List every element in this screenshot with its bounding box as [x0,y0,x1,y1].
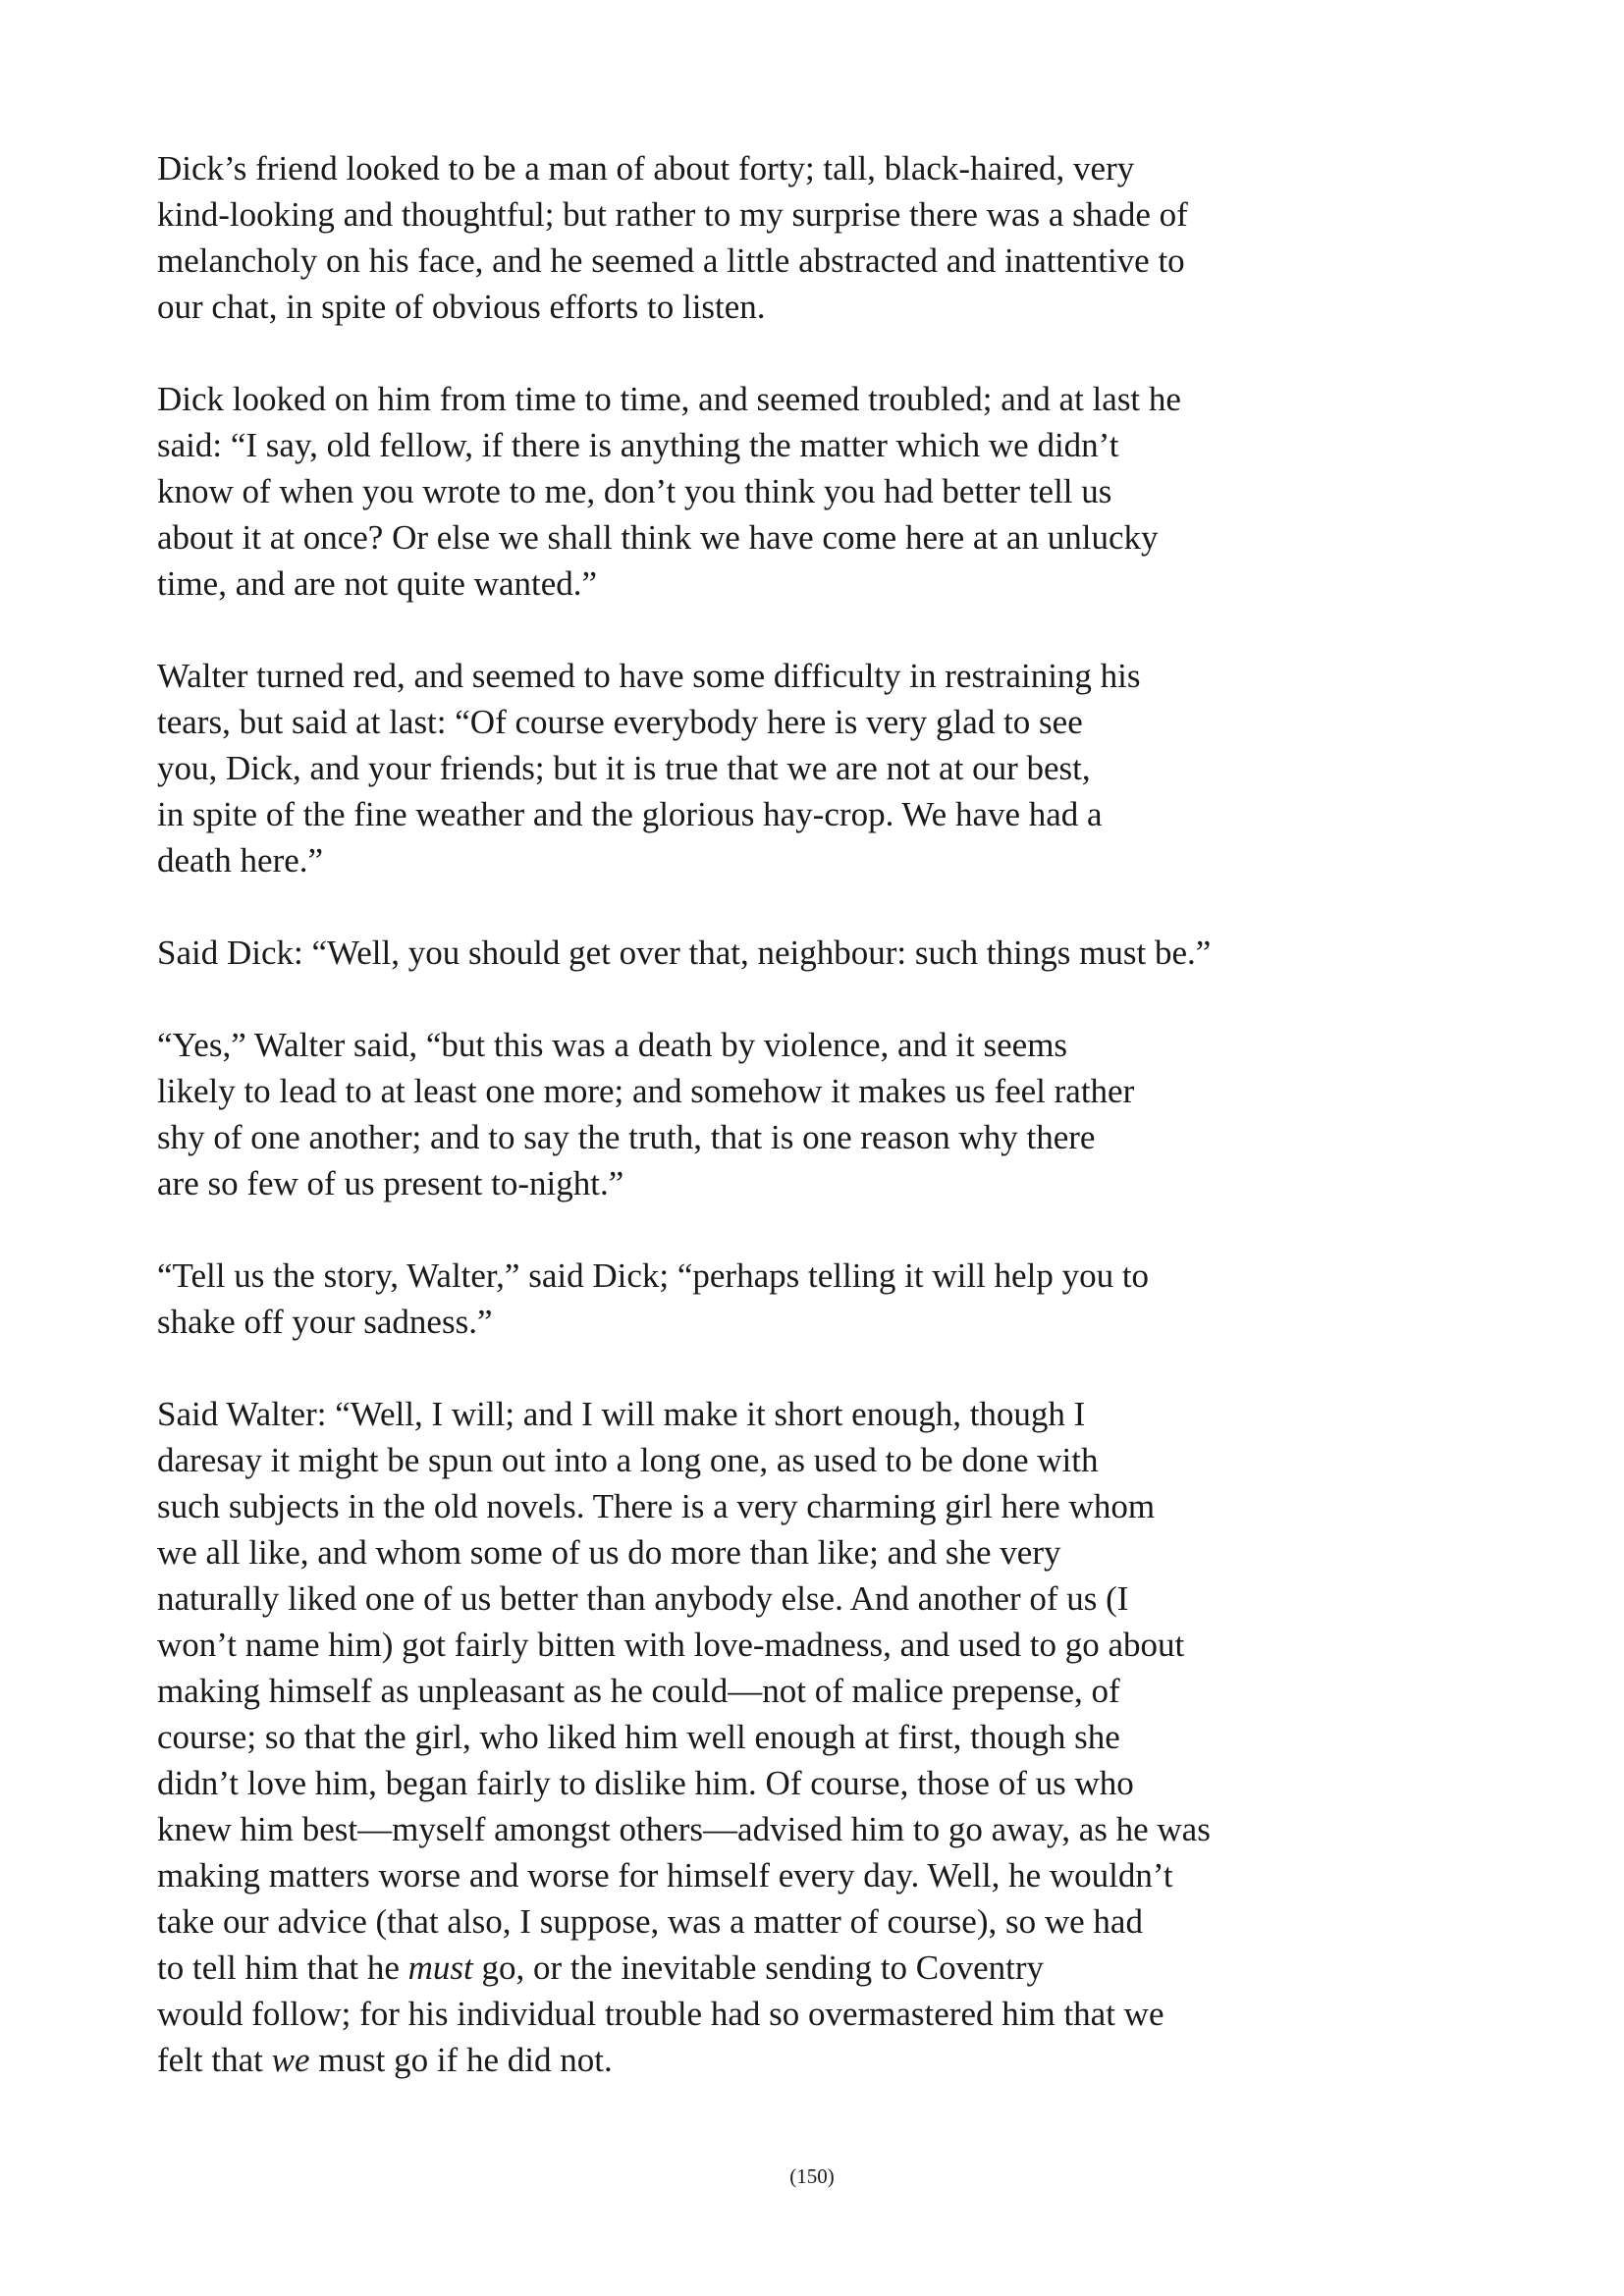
text-segment: would follow; for his individual trouble had so overmastered him that we [157,1995,1164,2033]
paragraph [157,1253,1335,1345]
text-segment: Dick’s friend looked to be a man of about forty; tall, black-haired, very [157,149,1135,187]
text-segment: time, and are not quite wanted.” [157,564,598,603]
text-segment: take our advice (that also, I suppose, was a matter of course), so we had [157,1902,1143,1941]
text-segment: Said Walter: “Well, I will; and I will make it short enough, though I [157,1395,1086,1433]
text-line [157,1437,1335,1483]
text-line [157,699,1335,745]
text-segment: didn’t love him, began fairly to dislike him. Of course, those of us who [157,1764,1134,1802]
text-segment: kind-looking and thoughtful; but rather to my surprise there was a shade of [157,195,1188,234]
text-segment: tears, but said at last: “Of course everybody here is very glad to see [157,703,1083,741]
text-line [157,1253,1335,1299]
text-line [157,1299,1335,1345]
text-segment: Said Dick: “Well, you should get over that, neighbour: such things must be.” [157,934,1212,972]
text-line [157,1022,1335,1068]
text-line [157,145,1335,191]
paragraph [157,1022,1335,1206]
text-line [157,930,1335,976]
text-line [157,1483,1335,1529]
text-segment: daresay it might be spun out into a long one, as used to be done with [157,1441,1099,1479]
text-line [157,1668,1335,1714]
text-segment: said: “I say, old fellow, if there is anything the matter which we didn’t [157,426,1119,464]
text-segment: are so few of us present to-night.” [157,1164,624,1202]
text-line [157,1945,1335,1991]
text-line [157,376,1335,422]
text-line [157,745,1335,791]
text-line [157,1575,1335,1622]
text-segment: know of when you wrote to me, don’t you think you had better tell us [157,472,1112,510]
text-line [157,791,1335,837]
text-line [157,1991,1335,2037]
text-line [157,1114,1335,1160]
paragraph [157,145,1335,330]
text-segment: making himself as unpleasant as he could—not of malice prepense, of [157,1672,1120,1710]
text-line [157,1622,1335,1668]
text-segment: about it at once? Or else we shall think we have come here at an unlucky [157,518,1159,557]
text-segment: won’t name him) got fairly bitten with love-madness, and used to go about [157,1626,1185,1664]
text-line [157,238,1335,284]
text-line [157,2037,1335,2083]
text-line [157,514,1335,561]
text-segment: such subjects in the old novels. There is a very charming girl here whom [157,1487,1156,1525]
text-line [157,561,1335,607]
paragraph [157,1391,1335,2083]
text-line [157,1852,1335,1898]
text-segment: “Tell us the story, Walter,” said Dick; “perhaps telling it will help you to [157,1256,1150,1295]
text-line [157,1068,1335,1114]
paragraph [157,376,1335,607]
text-segment: to tell him that he [157,1949,408,1987]
italic-text: must [407,1949,473,1987]
text-segment: likely to lead to at least one more; and somehow it makes us feel rather [157,1072,1135,1110]
text-line [157,422,1335,468]
text-segment: our chat, in spite of obvious efforts to listen. [157,288,766,326]
text-segment: shake off your sadness.” [157,1303,493,1341]
text-line [157,468,1335,514]
text-line [157,1160,1335,1206]
text-line [157,653,1335,699]
text-segment: death here.” [157,841,324,880]
text-segment: course; so that the girl, who liked him well enough at first, though she [157,1718,1120,1756]
text-line [157,1898,1335,1945]
text-line [157,284,1335,330]
text-segment: naturally liked one of us better than anybody else. And another of us (I [157,1579,1129,1618]
text-segment: making matters worse and worse for himself every day. Well, he wouldn’t [157,1856,1173,1895]
paragraph [157,653,1335,883]
text-segment: Walter turned red, and seemed to have some difficulty in restraining his [157,657,1141,695]
text-segment: go, or the inevitable sending to Coventry [472,1949,1045,1987]
text-line [157,1714,1335,1760]
text-segment: shy of one another; and to say the truth, that is one reason why there [157,1118,1096,1156]
text-line [157,1529,1335,1575]
text-line [157,1760,1335,1806]
text-line [157,191,1335,238]
text-segment: felt that [157,2041,272,2079]
text-line [157,1806,1335,1852]
text-segment: melancholy on his face, and he seemed a little abstracted and inattentive to [157,241,1185,280]
italic-text: we [271,2041,310,2079]
text-segment: we all like, and whom some of us do more than like; and she very [157,1533,1061,1572]
paragraph [157,930,1335,976]
body-text [157,145,1335,2129]
text-segment: “Yes,” Walter said, “but this was a death by violence, and it seems [157,1026,1068,1064]
text-segment: in spite of the fine weather and the glorious hay-crop. We have had a [157,795,1103,833]
text-segment: knew him best—myself amongst others—advised him to go away, as he was [157,1810,1211,1848]
text-segment: must go if he did not. [309,2041,613,2079]
text-line [157,837,1335,883]
text-segment: you, Dick, and your friends; but it is true that we are not at our best, [157,749,1091,787]
text-segment: Dick looked on him from time to time, and seemed troubled; and at last he [157,380,1181,418]
text-line [157,1391,1335,1437]
page-number: (150) [789,2164,835,2188]
